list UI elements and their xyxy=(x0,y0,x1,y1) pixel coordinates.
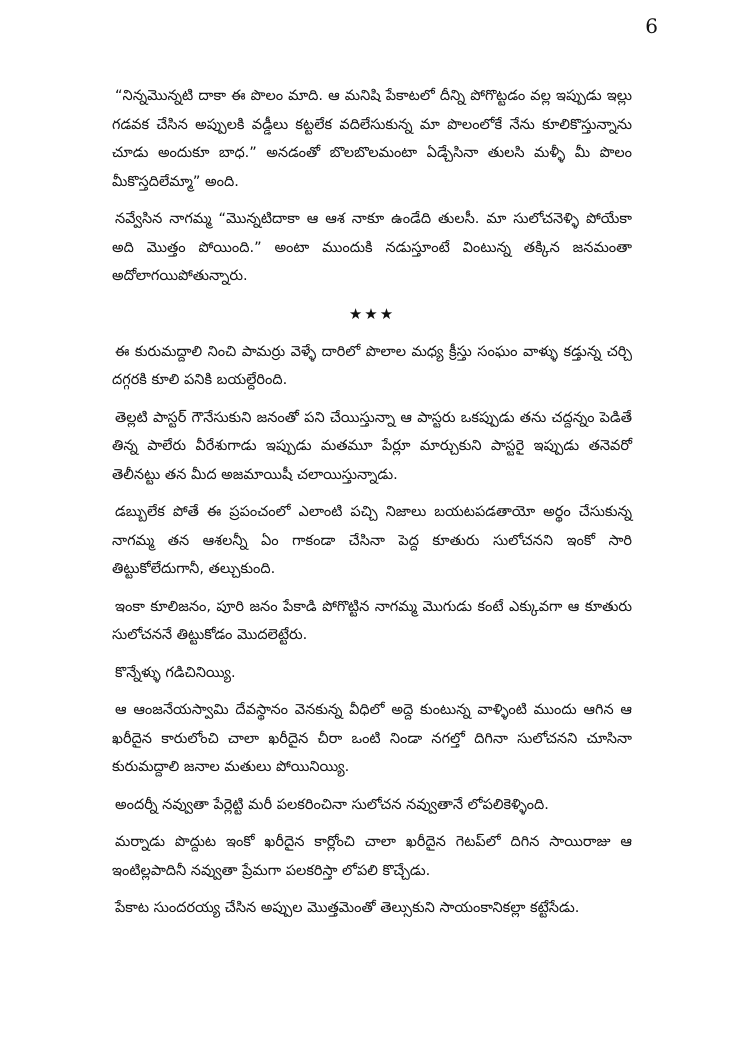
page-number: 6 xyxy=(645,14,658,38)
paragraph: అందర్నీ నవ్వుతా పేర్లెట్టి మరీ పలకరించినా సులోచన నవ్వుతానే లోపలికెళ్ళింది. xyxy=(115,796,549,813)
paragraph: నవ్వేసిన నాగమ్మ “మొన్నటిదాకా ఆ ఆశ నాకూ ఉండేది తులసీ. మా సులోచనెళ్ళి పోయేకా అది మొత్తం పోయింది.” అంటా ముందుకి నడుస్తూంటే వింటున్న తక్కిన జనమంతా అదోలాగయిపోతున్నారు. xyxy=(112,211,632,284)
document-body xyxy=(112,82,632,932)
paragraph: ఈ కురుమద్దాలి నించి పామర్రు వెళ్ళే దారిలో పొలాల మధ్య క్రీస్తు సంఘం వాళ్ళు కడ్తున్న చర్చి దగ్గరకి కూలి పనికి బయల్దేరింది. xyxy=(112,343,632,388)
paragraph: మర్నాడు పొద్దుట ఇంకో ఖరీదైన కార్లోంచి చాలా ఖరీదైన గెటప్‌లో దిగిన సాయిరాజు ఆ ఇంటిల్లపాదినీ నవ్వుతా ప్రేమగా పలకరిస్తా లోపలి కొచ్చేడు. xyxy=(112,834,632,879)
paragraph: ఇంకా కూలిజనం, పూరి జనం పేకాడి పోగొట్టిన నాగమ్మ మొగుడు కంటే ఎక్కువగా ఆ కూతురు సులోచననే తిట్టుకోడం మొదలెట్టేరు. xyxy=(112,598,632,643)
paragraph: “నిన్నమొన్నటి దాకా ఈ పొలం మాది. ఆ మనిషి పేకాటలో దీన్ని పోగొట్టడం వల్ల ఇప్పుడు ఇల్లు గడవక చేసిన అప్పులకి వడ్డీలు కట్టలేక వదిలేసుకున్న మా పొలంలోకే నేను కూలికొస్తున్నాను చూడు అందుకూ బాధ.” అనడంతో బొలబొలమంటా ఏడ్చేసినా తులసి మళ్ళీ మీ పొలం మీకొస్తదిలేమ్మా” అంది. xyxy=(112,88,632,190)
paragraph: తెల్లటి పాస్టర్ గౌనేసుకుని జనంతో పని చేయిస్తున్నా ఆ పాస్టరు ఒకప్పుడు తను చద్దన్నం పెడితే తిన్న పాలేరు వీరేశుగాడు ఇప్పుడు మతమూ పేర్లూ మార్చుకుని పాస్టరై ఇప్పుడు తనెవరో తెలీనట్టు తన మీద అజమాయిషీ చలాయిస్తున్నాడు. xyxy=(112,409,632,483)
paragraph: పేకాట సుందరయ్య చేసిన అప్పుల మొత్తమెంతో తెల్సుకుని సాయంకానికల్లా కట్టేసేడు. xyxy=(115,900,580,916)
paragraph: డబ్బులేక పోతే ఈ ప్రపంచంలో ఎలాంటి పచ్చి నిజాలు బయటపడతాయో అర్థం చేసుకున్న నాగమ్మ తన ఆశలన్నీ ఏం గాకండా చేసినా పెద్ద కూతురు సులోచనని ఇంకో సారి తిట్టుకోలేదుగానీ, తల్చుకుంది. xyxy=(112,504,632,577)
paragraph: ఆ ఆంజనేయస్వామి దేవస్థానం వెనకున్న వీధిలో అద్దె కుంటున్న వాళ్ళింటి ముందు ఆగిన ఆ ఖరీదైన కారులోంచి చాలా ఖరీదైన చీరా ఒంటి నిండా నగల్తో దిగినా సులోచనని చూసినా కురుమద్దాలి జనాల మతులు పోయినియ్యి. xyxy=(112,702,632,775)
paragraph: కొన్నేళ్ళు గడిచినియ్యి. xyxy=(115,664,236,681)
section-divider: ★★★ xyxy=(348,304,396,323)
